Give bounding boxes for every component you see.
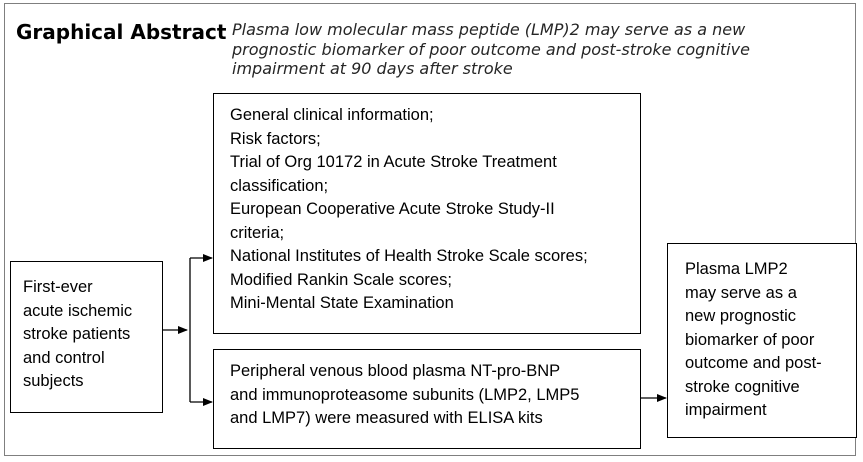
conclusion-line: stroke cognitive [685, 377, 800, 396]
abstract-title: Graphical Abstract [16, 20, 227, 44]
assessments-box [213, 93, 641, 334]
conclusion-line: Plasma LMP2 [685, 260, 788, 278]
measurements-line: and immunoproteasome subunits (LMP2, LMP5 [230, 385, 580, 404]
assessments-line: Trial of Org 10172 in Acute Stroke Treatment [230, 153, 557, 171]
assessments-line: General clinical information; [230, 106, 434, 124]
subjects-line: subjects [23, 372, 84, 390]
assessments-line: criteria; [230, 223, 285, 242]
conclusion-box [667, 243, 857, 438]
conclusion-line: may serve as a [685, 283, 797, 302]
subjects-line: stroke patients [23, 325, 131, 343]
assessments-line: classification; [230, 176, 329, 195]
abstract-subtitle: Plasma low molecular mass peptide (LMP)2 may serve as a new prognostic biomarker of poor outcome and post-stroke cognitive impairment at 90 days after stroke [232, 20, 750, 78]
assessments-line: European Cooperative Acute Stroke Study-II [230, 200, 555, 218]
measurements-line: and LMP7) were measured with ELISA kits [230, 409, 543, 427]
measurements-line: Peripheral venous blood plasma NT-pro-BNP [230, 362, 561, 380]
conclusion-line: impairment [685, 401, 767, 419]
subjects-box [10, 261, 163, 413]
assessments-line: Modified Rankin Scale scores; [230, 270, 452, 289]
subjects-line: acute ischemic [23, 301, 133, 320]
conclusion-line: biomarker of poor [685, 330, 815, 349]
assessments-line: Risk factors; [230, 129, 321, 148]
conclusion-line: new prognostic [685, 307, 796, 325]
assessments-line: National Institutes of Health Stroke Scale scores; [230, 247, 588, 265]
measurements-box [213, 349, 641, 449]
subjects-line: First-ever [23, 278, 93, 296]
subjects-line: and control [23, 348, 105, 367]
conclusion-line: outcome and post- [685, 354, 822, 372]
assessments-line: Mini-Mental State Examination [230, 294, 454, 312]
